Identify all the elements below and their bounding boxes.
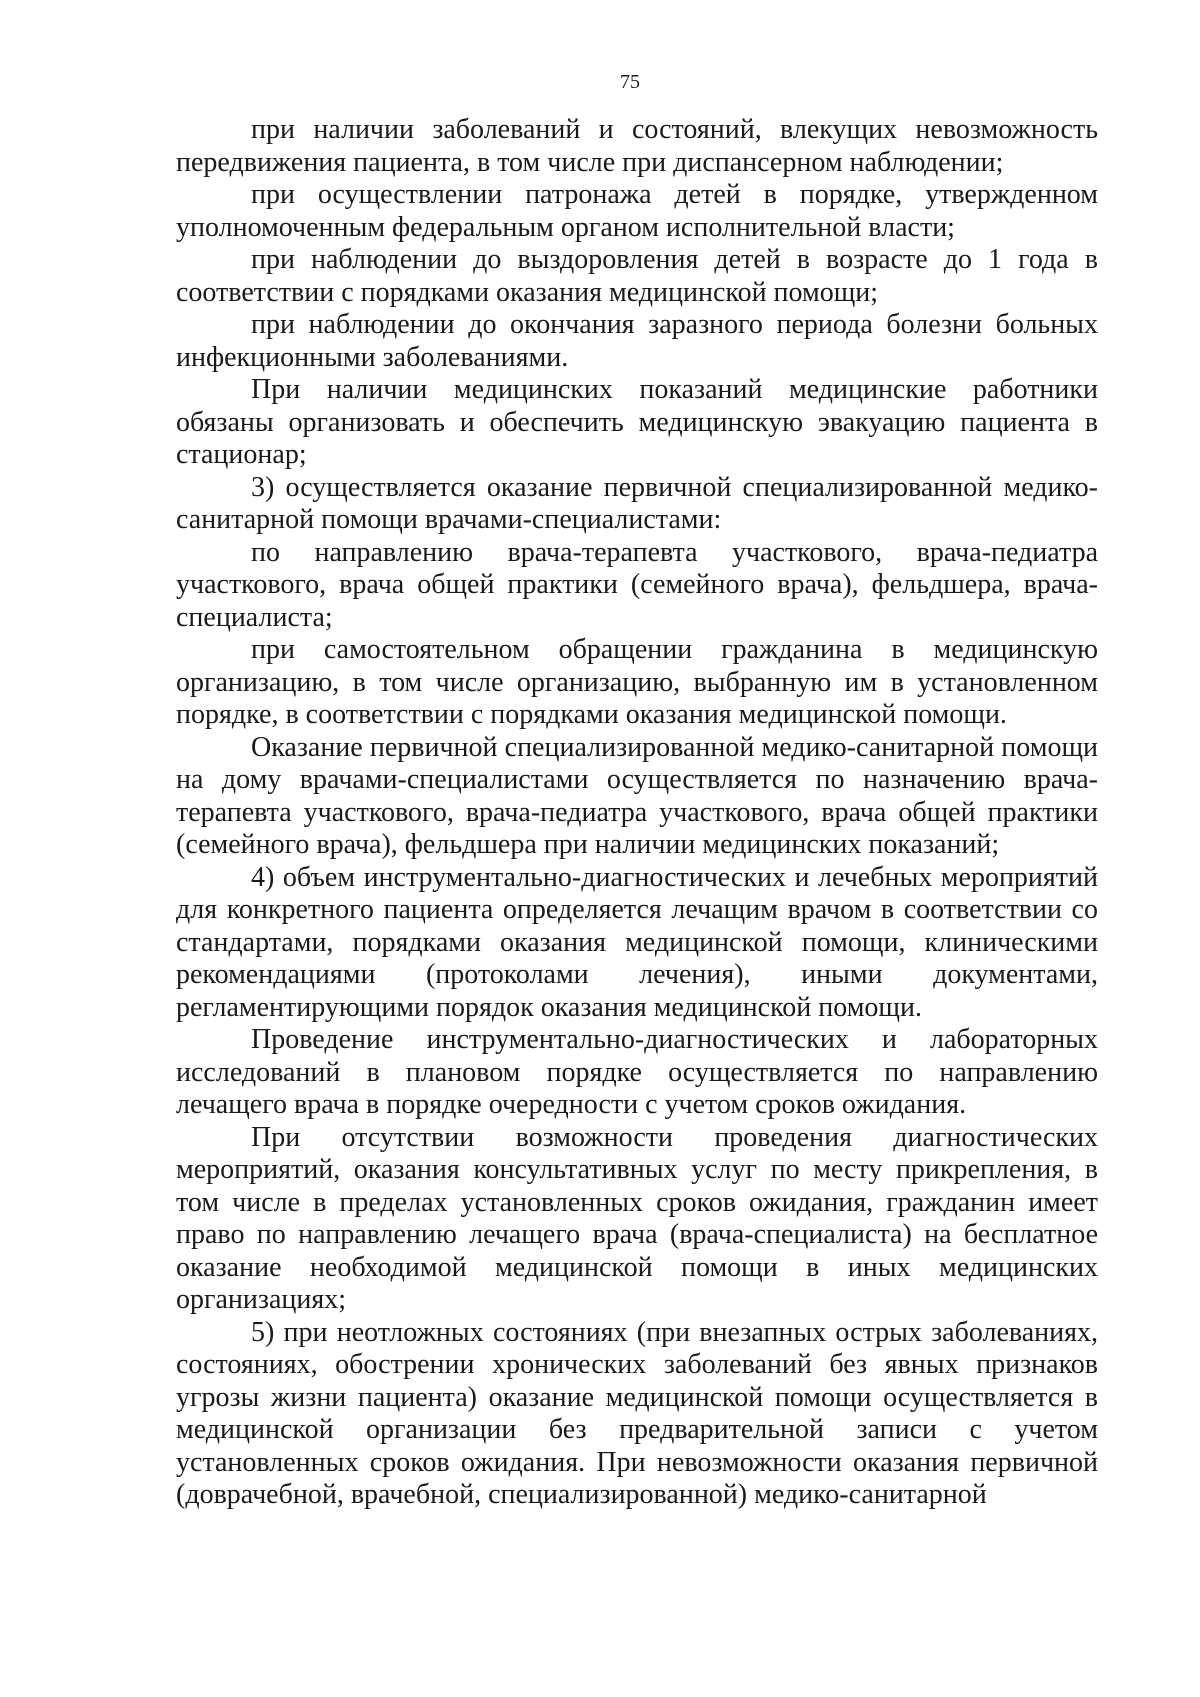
paragraph: 3) осуществляется оказание первичной специализированной медико-санитарной помощи врачами-специалистами: bbox=[176, 471, 1098, 535]
paragraph: при наличии заболеваний и состояний, влекущих невозможность передвижения пациента, в том числе при диспансерном наблюдении; bbox=[176, 114, 1098, 178]
paragraph: Оказание первичной специализированной медико-санитарной помощи на дому врачами-специалистами осуществляется по назначению врача-терапевта участкового, врача-педиатра участкового, врача общей практики (семейного врача), фельдшера при наличии медицинских показаний; bbox=[176, 731, 1098, 860]
paragraph: по направлению врача-терапевта участкового, врача-педиатра участкового, врача общей практики (семейного врача), фельдшера, врача-специалиста; bbox=[176, 536, 1098, 633]
paragraph: 4) объем инструментально-диагностических и лечебных мероприятий для конкретного пациента определяется лечащим врачом в соответствии со стандартами, порядками оказания медицинской помощи, клиническими рекомендациями (протоколами лечения), иными документами, регламентирующими порядок оказания медицинской помощи. bbox=[176, 861, 1098, 1023]
paragraph: при самостоятельном обращении гражданина в медицинскую организацию, в том числе организацию, выбранную им в установленном порядке, в соответствии с порядками оказания медицинской помощи. bbox=[176, 634, 1098, 730]
body-text bbox=[176, 114, 1098, 1512]
paragraph: 5) при неотложных состояниях (при внезапных острых заболеваниях, состояниях, обострении хронических заболеваний без явных признаков угрозы жизни пациента) оказание медицинской помощи осуществляется в медицинской организации без предварительной записи с учетом установленных сроков ожидания. При невозможности оказания первичной (доврачебной, врачебной, специализированной) медико-санитарной bbox=[176, 1316, 1098, 1510]
paragraph: при наблюдении до окончания заразного периода болезни больных инфекционными заболеваниями. bbox=[176, 309, 1098, 373]
paragraph: Проведение инструментально-диагностических и лабораторных исследований в плановом порядке осуществляется по направлению лечащего врача в порядке очередности с учетом сроков ожидания. bbox=[176, 1024, 1098, 1120]
paragraph: При наличии медицинских показаний медицинские работники обязаны организовать и обеспечить медицинскую эвакуацию пациента в стационар; bbox=[176, 374, 1098, 470]
paragraph: при наблюдении до выздоровления детей в возрасте до 1 года в соответствии с порядками оказания медицинской помощи; bbox=[176, 244, 1098, 308]
paragraph: При отсутствии возможности проведения диагностических мероприятий, оказания консультативных услуг по месту прикрепления, в том числе в пределах установленных сроков ожидания, гражданин имеет право по направлению лечащего врача (врача-специалиста) на бесплатное оказание необходимой медицинской помощи в иных медицинских организациях; bbox=[176, 1121, 1098, 1315]
page-number: 75 bbox=[620, 71, 640, 93]
paragraph: при осуществлении патронажа детей в порядке, утвержденном уполномоченным федеральным органом исполнительной власти; bbox=[176, 179, 1098, 243]
